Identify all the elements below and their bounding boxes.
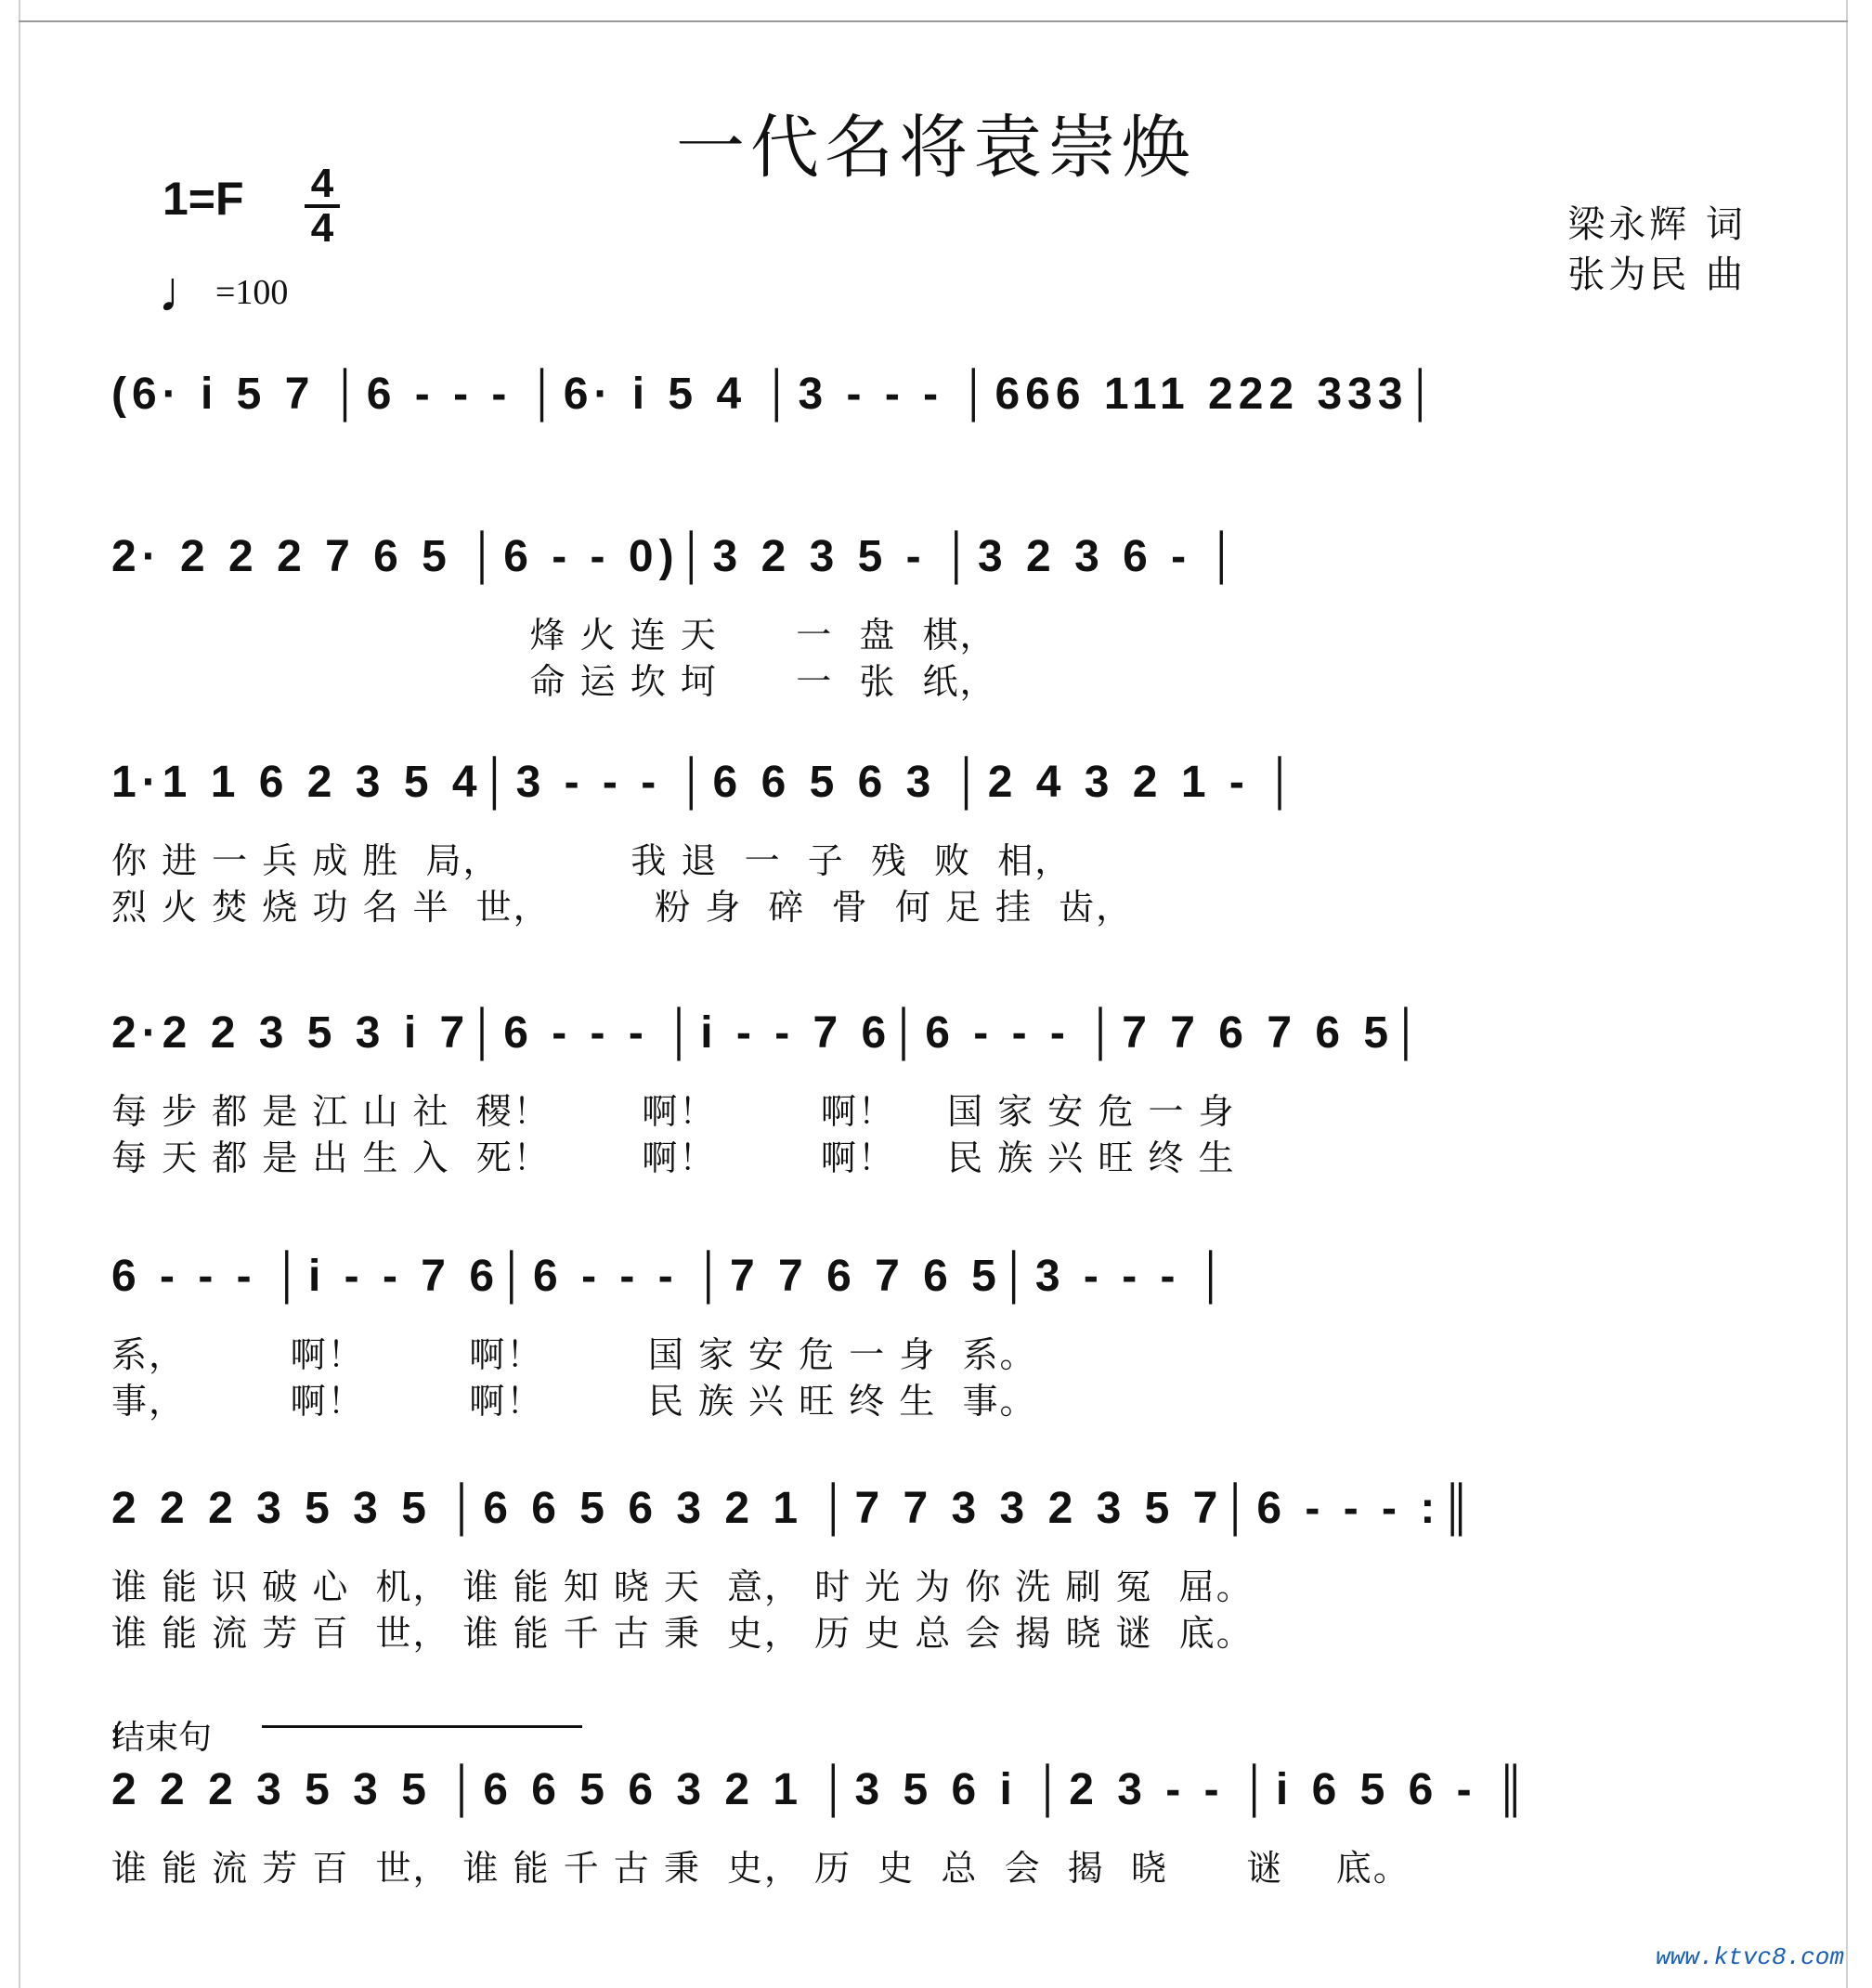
tempo-marking xyxy=(158,260,288,326)
lyric-verse-1: 系， 啊！ 啊！ 国 家 安 危 一 身 系。 xyxy=(111,1334,1037,1375)
lyric-verse-2: 每 天 都 是 出 生 入 死！ 啊！ 啊！ 民 族 兴 旺 终 生 xyxy=(111,1137,1236,1178)
notation-line: 1·1 1 6 2 3 5 4│3 - - - │6 6 5 6 3 │2 4 3 2 1 - │ xyxy=(111,758,1302,807)
lyric-verse-1: 每 步 都 是 江 山 社 稷！ 啊！ 啊！ 国 家 安 危 一 身 xyxy=(111,1091,1236,1132)
notation-line: 2· 2 2 2 7 6 5 │6 - - 0)│3 2 3 5 - │3 2 3 6 - │ xyxy=(111,532,1243,581)
notation-line: 2 2 2 3 5 3 5 │6 6 5 6 3 2 1 │7 7 3 3 2 3 5 7│6 - - - :║ xyxy=(111,1484,1478,1533)
lyric-verse-2: 谁 能 流 芳 百 世， 谁 能 千 古 秉 史， 历 史 总 会 揭 晓 谜 底。 xyxy=(111,1613,1254,1654)
credits xyxy=(1567,200,1747,300)
lyric-verse-1: 烽 火 连 天 一 盘 棋， xyxy=(111,615,997,656)
lyric-verse-1: 谁 能 识 破 心 机， 谁 能 知 晓 天 意， 时 光 为 你 洗 刷 冤 屈。 xyxy=(111,1566,1254,1607)
lyric-verse-2: 烈 火 焚 烧 功 名 半 世， 粉 身 碎 骨 何 足 挂 齿， xyxy=(111,887,1134,928)
ending-label: 结束句 xyxy=(111,1719,213,1757)
notation-line: 6 - - - │i - - 7 6│6 - - - │7 7 6 7 6 5│3 - - - │ xyxy=(111,1252,1232,1301)
song-title: 一代名将袁崇焕 xyxy=(676,108,1196,188)
notation-line: 2·2 2 3 5 3 i 7│6 - - - │i - - 7 6│6 - - - │7 7 6 7 6 5│ xyxy=(111,1008,1428,1058)
time-signature-top: 4 xyxy=(310,161,334,206)
time-signature-bottom: 4 xyxy=(310,205,334,251)
tempo-value: =100 xyxy=(215,273,289,312)
key-signature: 1=F xyxy=(162,173,244,225)
top-rule xyxy=(19,20,1848,22)
lyricist-credit: 梁永辉 词 xyxy=(1567,203,1747,246)
lyric-verse-2: 命 运 坎 坷 一 张 纸， xyxy=(111,661,997,702)
quarter-note-icon: ♩ xyxy=(158,261,215,324)
lyric-verse-2: 事， 啊！ 啊！ 民 族 兴 旺 终 生 事。 xyxy=(111,1381,1037,1422)
composer-credit: 张为民 曲 xyxy=(1567,253,1747,296)
notation-line: 2 2 2 3 5 3 5 │6 6 5 6 3 2 1 │3 5 6 i │2 3 - - │i 6 5 6 - ║ xyxy=(111,1765,1532,1814)
lyric-ending: 谁 能 流 芳 百 世， 谁 能 千 古 秉 史， 历 史 总 会 揭 晓 谜 底。 xyxy=(111,1848,1410,1889)
ending-line xyxy=(262,1725,582,1728)
time-signature xyxy=(305,161,340,251)
notation-line: (6· i 5 7 │6 - - - │6· i 5 4 │3 - - - │666 111 222 333│ xyxy=(111,370,1442,419)
lyric-verse-1: 你 进 一 兵 成 胜 局， 我 退 一 子 残 败 相， xyxy=(111,840,1072,881)
watermark: www.ktvc8.com xyxy=(1656,1943,1844,1971)
